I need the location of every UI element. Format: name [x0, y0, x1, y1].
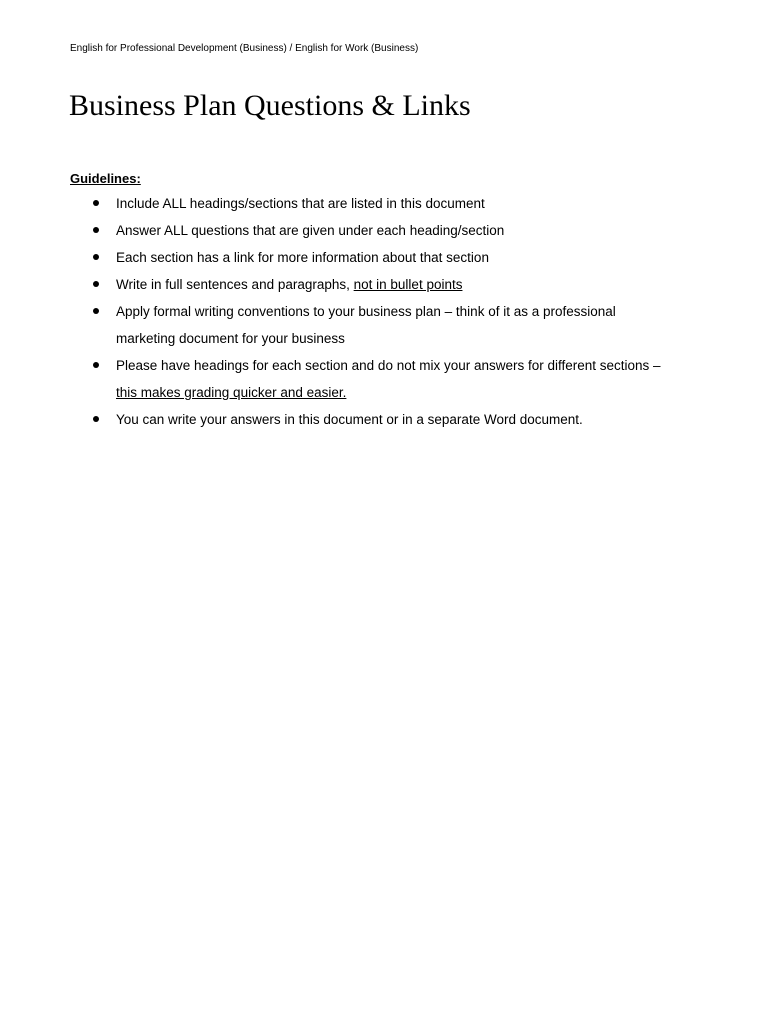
bullet-icon [93, 281, 99, 287]
guideline-text-line-1: Apply formal writing conventions to your business plan – think of it as a professional [116, 304, 616, 319]
bullet-icon [93, 362, 99, 368]
guideline-text: Include ALL headings/sections that are listed in this document [116, 196, 485, 211]
guidelines-heading: Guidelines: [70, 171, 141, 186]
guideline-item [70, 244, 700, 271]
guidelines-list [70, 190, 700, 433]
guideline-item [70, 406, 700, 433]
guideline-text: You can write your answers in this document or in a separate Word document. [116, 412, 583, 427]
guideline-item [70, 217, 700, 244]
guideline-text-line-2: marketing document for your business [116, 331, 345, 346]
guideline-text-line-1: Please have headings for each section and do not mix your answers for different sections – [116, 358, 661, 373]
guideline-text: Write in full sentences and paragraphs, [116, 277, 354, 292]
guideline-text: Each section has a link for more information about that section [116, 250, 489, 265]
underlined-guideline-text-line-2: this makes grading quicker and easier. [116, 385, 347, 400]
underlined-guideline-text: not in bullet points [353, 277, 463, 292]
bullet-icon [93, 254, 99, 260]
guideline-item [70, 298, 700, 352]
document-header: English for Professional Development (Business) / English for Work (Business) [70, 43, 419, 54]
guideline-item [70, 352, 700, 406]
bullet-icon [93, 200, 99, 206]
page-title: Business Plan Questions & Links [69, 89, 471, 122]
bullet-icon [93, 308, 99, 314]
guideline-text: Answer ALL questions that are given under each heading/section [116, 223, 505, 238]
guideline-item [70, 271, 700, 298]
bullet-icon [93, 416, 99, 422]
bullet-icon [93, 227, 99, 233]
guideline-item [70, 190, 700, 217]
